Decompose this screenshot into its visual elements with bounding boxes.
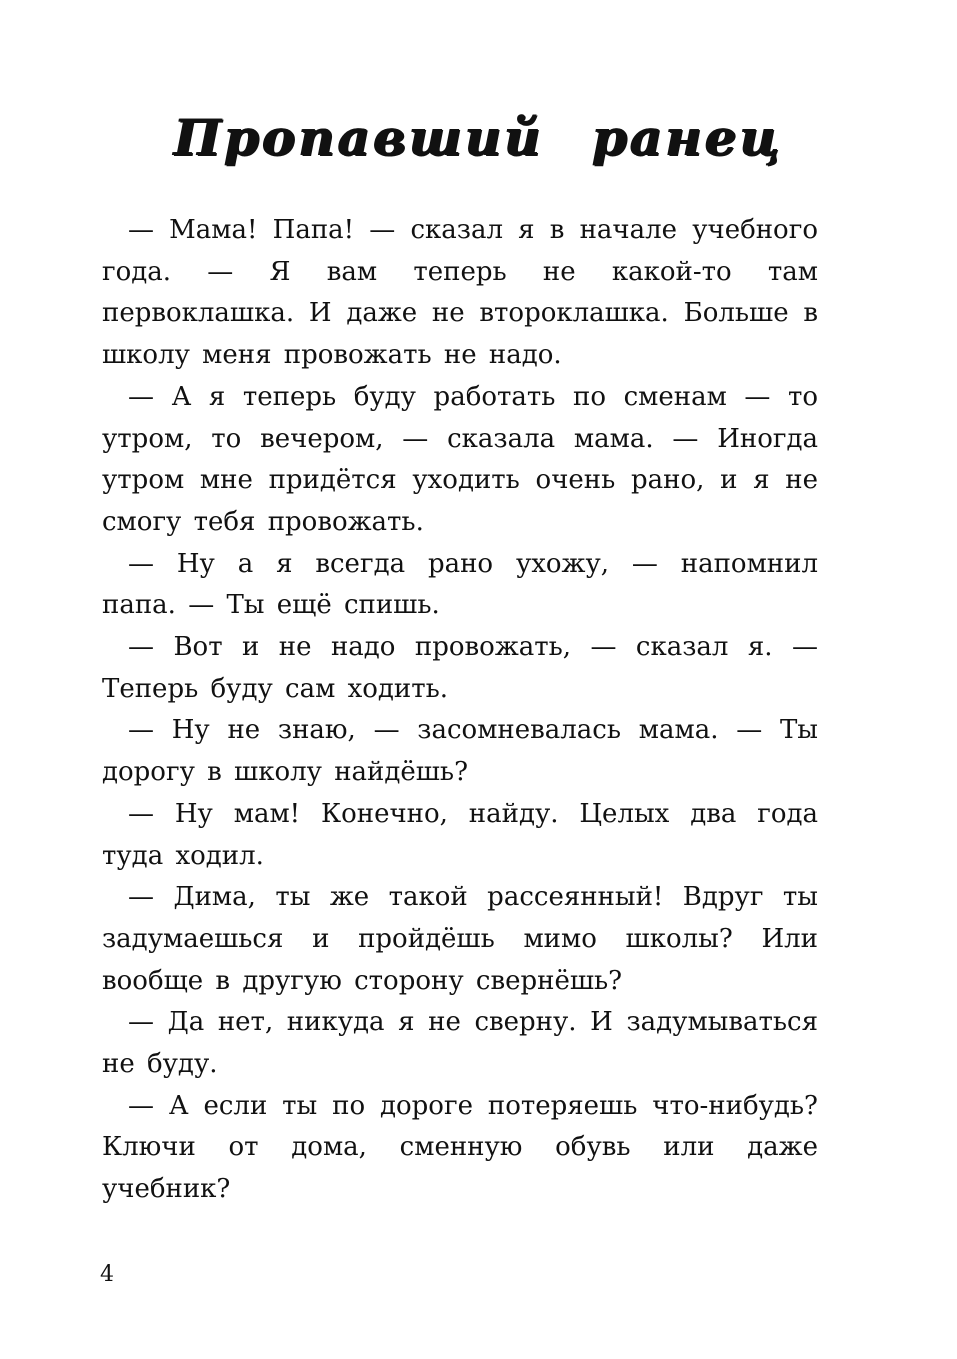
paragraph: — А я теперь буду работать по сменам — то утром, то вечером, — сказала мама. — Иногда утром мне придётся уходить очень рано, и я не смогу тебя провожать. bbox=[102, 381, 818, 537]
page-number: 4 bbox=[100, 1262, 114, 1287]
chapter-text bbox=[102, 210, 818, 1211]
paragraph: — Ну не знаю, — засомневалась мама. — Ты дорогу в школу найдёшь? bbox=[102, 715, 818, 788]
paragraph: — Мама! Папа! — сказал я в начале учебного года. — Я вам теперь не какой-то там первоклашка. И даже не второклашка. Больше в школу меня провожать не надо. bbox=[102, 215, 818, 371]
chapter-title: Пропавший ранец bbox=[174, 108, 783, 167]
paragraph: — Дима, ты же такой рассеянный! Вдруг ты задумаешься и пройдёшь мимо школы? Или вообще в другую сторону свернёшь? bbox=[102, 882, 818, 996]
paragraph: — Вот и не надо провожать, — сказал я. — Теперь буду сам ходить. bbox=[102, 632, 818, 704]
paragraph: — А если ты по дороге потеряешь что-нибудь? Ключи от дома, сменную обувь или даже учебник? bbox=[102, 1090, 818, 1205]
paragraph: — Да нет, никуда я не сверну. И задумываться не буду. bbox=[102, 1007, 818, 1080]
paragraph: — Ну мам! Конечно, найду. Целых два года туда ходил. bbox=[102, 798, 818, 871]
paragraph: — Ну а я всегда рано ухожу, — напомнил папа. — Ты ещё спишь. bbox=[102, 548, 818, 621]
